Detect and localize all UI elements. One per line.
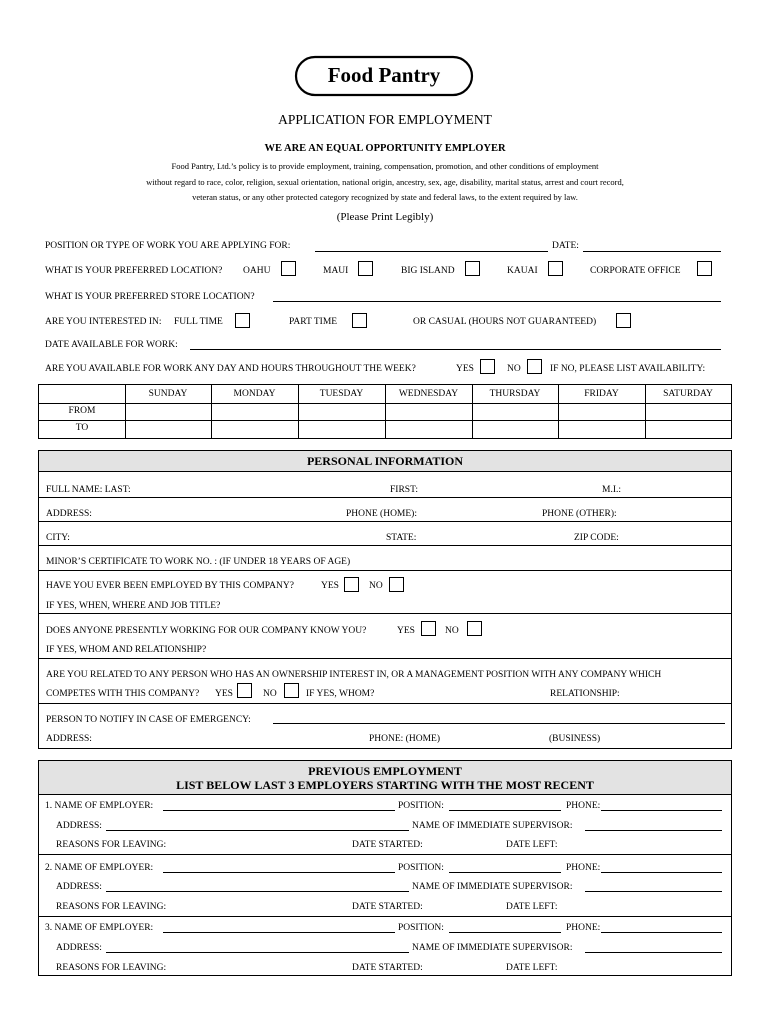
- any-day-label: ARE YOU AVAILABLE FOR WORK ANY DAY AND HOURS THROUGHOUT THE WEEK?: [45, 364, 416, 374]
- any-day-yes-checkbox[interactable]: [480, 359, 495, 374]
- any-day-no-checkbox[interactable]: [527, 359, 542, 374]
- employed-no-label: NO: [369, 581, 383, 591]
- employer-2-reasons-label: REASONS FOR LEAVING:: [56, 902, 167, 912]
- position-label: POSITION OR TYPE OF WORK YOU ARE APPLYING FOR:: [45, 241, 291, 251]
- employer-3-position-label: POSITION:: [398, 923, 444, 933]
- company-logo: [294, 55, 474, 97]
- emergency-contact-field[interactable]: [273, 723, 725, 724]
- to-row-label: TO: [75, 423, 89, 433]
- know-no-label: NO: [445, 626, 459, 636]
- policy-line-2: without regard to race, color, religion, sexual orientation, national origin, ancestry, sex, age, disability, marital status, arrest and court record,: [146, 177, 624, 187]
- loc-bigisland-label: BIG ISLAND: [401, 266, 455, 276]
- employer-3-name-field[interactable]: [163, 932, 395, 933]
- know-no-checkbox[interactable]: [467, 621, 482, 636]
- related-relationship-label: RELATIONSHIP:: [550, 689, 620, 699]
- eoe-heading: WE ARE AN EQUAL OPPORTUNITY EMPLOYER: [264, 143, 506, 154]
- employer-1-address-field[interactable]: [106, 830, 409, 831]
- full-time-checkbox[interactable]: [235, 313, 250, 328]
- employer-1-name-field[interactable]: [163, 810, 395, 811]
- date-available-label: DATE AVAILABLE FOR WORK:: [45, 340, 178, 350]
- day-monday: MONDAY: [233, 389, 276, 399]
- related-whom-label: IF YES, WHOM?: [306, 689, 375, 699]
- city-label: CITY:: [46, 533, 70, 543]
- loc-kauai-label: KAUAI: [507, 266, 538, 276]
- zip-label: ZIP CODE:: [574, 533, 619, 543]
- form-title: APPLICATION FOR EMPLOYMENT: [278, 112, 492, 127]
- employer-3-phone-field[interactable]: [601, 932, 722, 933]
- employer-1-position-field[interactable]: [449, 810, 561, 811]
- related-yes-label: YES: [215, 689, 233, 699]
- state-label: STATE:: [386, 533, 417, 543]
- loc-oahu-label: OAHU: [243, 266, 271, 276]
- store-location-label: WHAT IS YOUR PREFERRED STORE LOCATION?: [45, 292, 255, 302]
- employer-3-reasons-label: REASONS FOR LEAVING:: [56, 963, 167, 973]
- employer-1-date-left-label: DATE LEFT:: [506, 840, 558, 850]
- loc-kauai-checkbox[interactable]: [548, 261, 563, 276]
- employer-1-address-label: ADDRESS:: [56, 821, 102, 831]
- policy-line-3: veteran status, or any other protected category recognized by state and federal laws, to the extent required by law.: [192, 192, 578, 202]
- employed-yes-checkbox[interactable]: [344, 577, 359, 592]
- employer-3-phone-label: PHONE:: [566, 923, 601, 933]
- phone-home-label: PHONE (HOME):: [346, 509, 417, 519]
- full-time-label: FULL TIME: [174, 317, 223, 327]
- if-yes-when-label: IF YES, WHEN, WHERE AND JOB TITLE?: [46, 601, 221, 611]
- day-saturday: SATURDAY: [663, 389, 713, 399]
- employer-2-supervisor-field[interactable]: [585, 891, 722, 892]
- employer-3-name-label: 3. NAME OF EMPLOYER:: [45, 923, 154, 933]
- anyone-know-label: DOES ANYONE PRESENTLY WORKING FOR OUR COMPANY KNOW YOU?: [46, 626, 367, 636]
- position-field[interactable]: [315, 251, 548, 252]
- day-tuesday: TUESDAY: [319, 389, 364, 399]
- employer-3-address-label: ADDRESS:: [56, 943, 102, 953]
- employer-2-name-label: 2. NAME OF EMPLOYER:: [45, 863, 154, 873]
- date-field[interactable]: [583, 251, 721, 252]
- part-time-checkbox[interactable]: [352, 313, 367, 328]
- date-available-field[interactable]: [190, 349, 721, 350]
- related-line-1: ARE YOU RELATED TO ANY PERSON WHO HAS AN OWNERSHIP INTEREST IN, OR A MANAGEMENT POSITION WITH ANY COMPANY WHICH: [46, 670, 662, 680]
- part-time-label: PART TIME: [289, 317, 338, 327]
- loc-maui-label: MAUI: [323, 266, 349, 276]
- employed-no-checkbox[interactable]: [389, 577, 404, 592]
- related-no-checkbox[interactable]: [284, 683, 299, 698]
- employer-2-position-field[interactable]: [449, 872, 561, 873]
- employer-3-date-started-label: DATE STARTED:: [352, 963, 423, 973]
- employer-1-name-label: 1. NAME OF EMPLOYER:: [45, 801, 154, 811]
- minor-cert-label: MINOR’S CERTIFICATE TO WORK NO. : (IF UNDER 18 YEARS OF AGE): [46, 557, 351, 567]
- address-label: ADDRESS:: [46, 509, 92, 519]
- employer-3-address-field[interactable]: [106, 952, 409, 953]
- employed-before-label: HAVE YOU EVER BEEN EMPLOYED BY THIS COMPANY?: [46, 581, 294, 591]
- employer-2-phone-field[interactable]: [601, 872, 722, 873]
- previous-employment-section: [38, 760, 732, 976]
- employer-1-supervisor-label: NAME OF IMMEDIATE SUPERVISOR:: [412, 821, 573, 831]
- know-yes-label: YES: [397, 626, 415, 636]
- employer-1-phone-field[interactable]: [601, 810, 722, 811]
- loc-maui-checkbox[interactable]: [358, 261, 373, 276]
- logo-graphic: [294, 55, 474, 97]
- personal-info-header: PERSONAL INFORMATION: [39, 451, 731, 472]
- related-line-2: COMPETES WITH THIS COMPANY?: [46, 689, 200, 699]
- emergency-contact-label: PERSON TO NOTIFY IN CASE OF EMERGENCY:: [46, 715, 251, 725]
- related-no-label: NO: [263, 689, 277, 699]
- personal-info-section: [38, 450, 732, 749]
- employer-2-phone-label: PHONE:: [566, 863, 601, 873]
- emergency-address-label: ADDRESS:: [46, 734, 92, 744]
- loc-corporate-checkbox[interactable]: [697, 261, 712, 276]
- employer-2-name-field[interactable]: [163, 872, 395, 873]
- previous-employment-title: PREVIOUS EMPLOYMENT: [308, 764, 462, 778]
- interested-label: ARE YOU INTERESTED IN:: [45, 317, 162, 327]
- date-label: DATE:: [552, 241, 579, 251]
- previous-employment-subtitle: LIST BELOW LAST 3 EMPLOYERS STARTING WITH THE MOST RECENT: [176, 778, 594, 792]
- related-yes-checkbox[interactable]: [237, 683, 252, 698]
- availability-table: [38, 384, 732, 439]
- employer-3-supervisor-label: NAME OF IMMEDIATE SUPERVISOR:: [412, 943, 573, 953]
- phone-other-label: PHONE (OTHER):: [542, 509, 617, 519]
- day-friday: FRIDAY: [584, 389, 619, 399]
- employer-1-date-started-label: DATE STARTED:: [352, 840, 423, 850]
- from-row-label: FROM: [68, 406, 96, 416]
- know-yes-checkbox[interactable]: [421, 621, 436, 636]
- loc-bigisland-checkbox[interactable]: [465, 261, 480, 276]
- if-yes-whom-relationship-label: IF YES, WHOM AND RELATIONSHIP?: [46, 645, 207, 655]
- first-name-label: FIRST:: [390, 485, 419, 495]
- casual-label: OR CASUAL (HOURS NOT GUARANTEED): [413, 317, 597, 327]
- location-label: WHAT IS YOUR PREFERRED LOCATION?: [45, 266, 223, 276]
- previous-employment-header: [39, 761, 731, 795]
- employer-1-phone-label: PHONE:: [566, 801, 601, 811]
- svg-text:Food Pantry: Food Pantry: [327, 63, 441, 87]
- if-no-label: IF NO, PLEASE LIST AVAILABILITY:: [550, 364, 706, 374]
- policy-line-1: Food Pantry, Ltd.’s policy is to provide employment, training, compensation, promotion, and other conditions of employment: [171, 161, 599, 171]
- employer-3-position-field[interactable]: [449, 932, 561, 933]
- day-sunday: SUNDAY: [148, 389, 188, 399]
- store-location-field[interactable]: [273, 301, 721, 302]
- employer-2-date-started-label: DATE STARTED:: [352, 902, 423, 912]
- address-field[interactable]: [39, 521, 731, 522]
- city-field[interactable]: [39, 545, 731, 546]
- emergency-phone-home-label: PHONE: (HOME): [369, 734, 440, 744]
- any-day-yes-label: YES: [456, 364, 474, 374]
- employer-2-position-label: POSITION:: [398, 863, 444, 873]
- loc-oahu-checkbox[interactable]: [281, 261, 296, 276]
- employer-1-supervisor-field[interactable]: [585, 830, 722, 831]
- employer-2-address-field[interactable]: [106, 891, 409, 892]
- day-thursday: THURSDAY: [489, 389, 541, 399]
- casual-checkbox[interactable]: [616, 313, 631, 328]
- day-wednesday: WEDNESDAY: [398, 389, 459, 399]
- employer-3-supervisor-field[interactable]: [585, 952, 722, 953]
- mi-label: M.I.:: [602, 485, 621, 495]
- employer-2-date-left-label: DATE LEFT:: [506, 902, 558, 912]
- any-day-no-label: NO: [507, 364, 521, 374]
- full-name-last-label: FULL NAME: LAST:: [46, 485, 131, 495]
- emergency-business-label: (BUSINESS): [549, 734, 601, 744]
- employer-1-reasons-label: REASONS FOR LEAVING:: [56, 840, 167, 850]
- employer-1-position-label: POSITION:: [398, 801, 444, 811]
- print-legibly-note: (Please Print Legibly): [336, 211, 434, 223]
- loc-corporate-label: CORPORATE OFFICE: [590, 266, 681, 276]
- employer-2-supervisor-label: NAME OF IMMEDIATE SUPERVISOR:: [412, 882, 573, 892]
- employer-2-address-label: ADDRESS:: [56, 882, 102, 892]
- employer-3-date-left-label: DATE LEFT:: [506, 963, 558, 973]
- full-name-field[interactable]: [39, 497, 731, 498]
- employed-yes-label: YES: [321, 581, 339, 591]
